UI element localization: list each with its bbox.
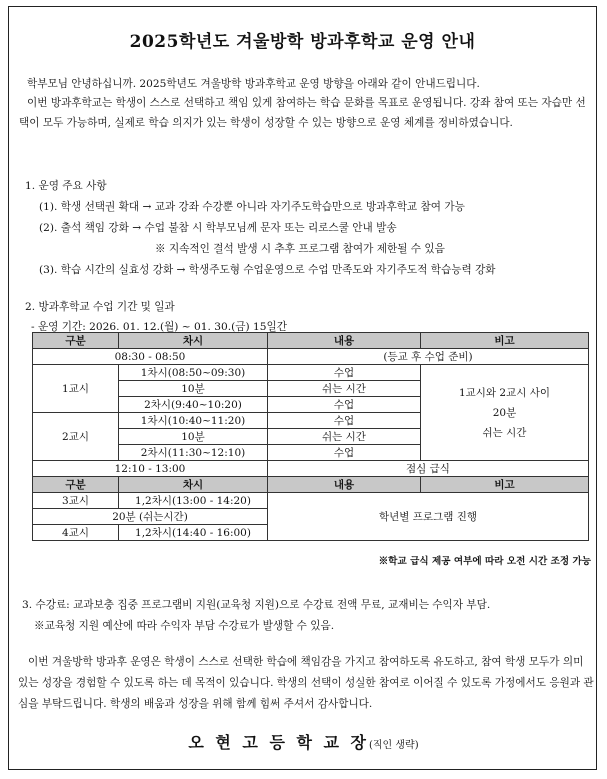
section2-period: - 운영 기간: 2026. 01. 12.(월) ~ 01. 30.(금) 15일간 [31, 321, 287, 333]
cell-time: 1차시(08:50~09:30) [119, 365, 268, 381]
header-note: 비고 [421, 333, 589, 349]
header-category: 구분 [33, 333, 119, 349]
intro-paragraph: 이번 방과후학교는 학생이 스스로 선택하고 책임 있게 참여하는 학습 문화를 목표로 운영됩니다. 강좌 참여 또는 자습만 선택이 모두 가능하며, 실제로 학습 의지가 있는 학생이 성장할 수 있는 방향으로 운영 체계를 정비하였습니다. [19, 97, 586, 129]
cell-content: (등교 후 수업 준비) [268, 349, 589, 365]
cell-time: 10분 [119, 429, 268, 445]
header-category: 구분 [33, 477, 119, 493]
signature-name: 오 현 고 등 학 교 장 [188, 733, 369, 752]
table-row [33, 349, 589, 365]
table-header-row [33, 477, 589, 493]
cell-content: 수업 [268, 413, 421, 429]
section1-heading: 1. 운영 주요 사항 [25, 180, 107, 192]
cell-afternoon-content: 학년별 프로그램 진행 [268, 493, 589, 541]
break-note-line2: 20분 [492, 406, 517, 419]
section3-note: ※교육청 지원 예산에 따라 수익자 부담 수강료가 발생할 수 있음. [34, 620, 335, 632]
header-note: 비고 [421, 477, 589, 493]
header-content: 내용 [268, 333, 421, 349]
section1-item2: (2). 출석 책임 강화 → 수업 불참 시 학부모님께 문자 또는 리로스쿨 안내 발송 [39, 222, 397, 234]
closing-paragraph: 이번 겨울방학 방과후 운영은 학생이 스스로 선택한 학습에 책임감을 가지고 참여하도록 유도하고, 참여 학생 모두가 의미 있는 성장을 경험할 수 있도록 하는 데 목적이 있습니다. 학생의 선택이 성실한 참여로 이어질 수 있도록 가정에서도 응원과 관심을 부탁드립니다. 학생의 배움과 성장을 위해 함께 힘써 주셔서 감사합니다. [18, 656, 594, 710]
cell-period-4: 4교시 [33, 525, 119, 541]
section3-fee: 3. 수강료: 교과보충 집중 프로그램비 지원(교육청 지원)으로 수강료 전액 무료, 교재비는 수익자 부담. [22, 599, 491, 611]
cell-lunch-content: 점심 급식 [268, 461, 589, 477]
cell-period-1: 1교시 [33, 365, 119, 413]
table-header-row [33, 333, 589, 349]
cell-time: 1,2차시(14:40 - 16:00) [119, 525, 268, 541]
cell-time: 10분 [119, 381, 268, 397]
page-title: 2025학년도 겨울방학 방과후학교 운영 안내 [129, 32, 476, 52]
cell-time: 1차시(10:40~11:20) [119, 413, 268, 429]
cell-period-3: 3교시 [33, 493, 119, 509]
cell-break-note [421, 365, 589, 461]
section1-item3: (3). 학습 시간의 실효성 강화 → 학생주도형 수업운영으로 수업 만족도와 자기주도적 학습능력 강화 [39, 264, 496, 276]
table-footnote: ※학교 급식 제공 여부에 따라 오전 시간 조정 가능 [378, 556, 591, 567]
cell-time: 2차시(9:40~10:20) [119, 397, 268, 413]
cell-content: 쉬는 시간 [268, 429, 421, 445]
cell-time: 08:30 - 08:50 [33, 349, 268, 365]
cell-break: 20분 (쉬는시간) [33, 509, 268, 525]
signature-note: (직인 생략) [369, 740, 419, 751]
section1-item1: (1). 학생 선택권 확대 → 교과 강좌 수강뿐 아니라 자기주도학습만으로 방과후학교 참여 가능 [39, 201, 465, 213]
intro-greeting: 학부모님 안녕하십니까. 2025학년도 겨울방학 방과후학교 운영 방향을 아래와 같이 안내드립니다. [27, 78, 480, 90]
cell-time: 2차시(11:30~12:10) [119, 445, 268, 461]
signature [0, 730, 607, 753]
cell-content: 수업 [268, 397, 421, 413]
break-note-line3: 쉬는 시간 [482, 426, 527, 439]
header-session: 차시 [119, 333, 268, 349]
table-row [33, 365, 589, 381]
break-note-line1: 1교시와 2교시 사이 [458, 386, 551, 399]
cell-content: 쉬는 시간 [268, 381, 421, 397]
section2-heading: 2. 방과후학교 수업 기간 및 일과 [25, 301, 175, 313]
header-session: 차시 [119, 477, 268, 493]
schedule-table [32, 332, 589, 541]
cell-content: 수업 [268, 365, 421, 381]
cell-period-2: 2교시 [33, 413, 119, 461]
table-row [33, 461, 589, 477]
cell-content: 수업 [268, 445, 421, 461]
cell-time: 1,2차시(13:00 - 14:20) [119, 493, 268, 509]
cell-lunch-time: 12:10 - 13:00 [33, 461, 268, 477]
table-row [33, 493, 589, 509]
section1-item2-note: ※ 지속적인 결석 발생 시 추후 프로그램 참여가 제한될 수 있음 [155, 243, 445, 255]
header-content: 내용 [268, 477, 421, 493]
